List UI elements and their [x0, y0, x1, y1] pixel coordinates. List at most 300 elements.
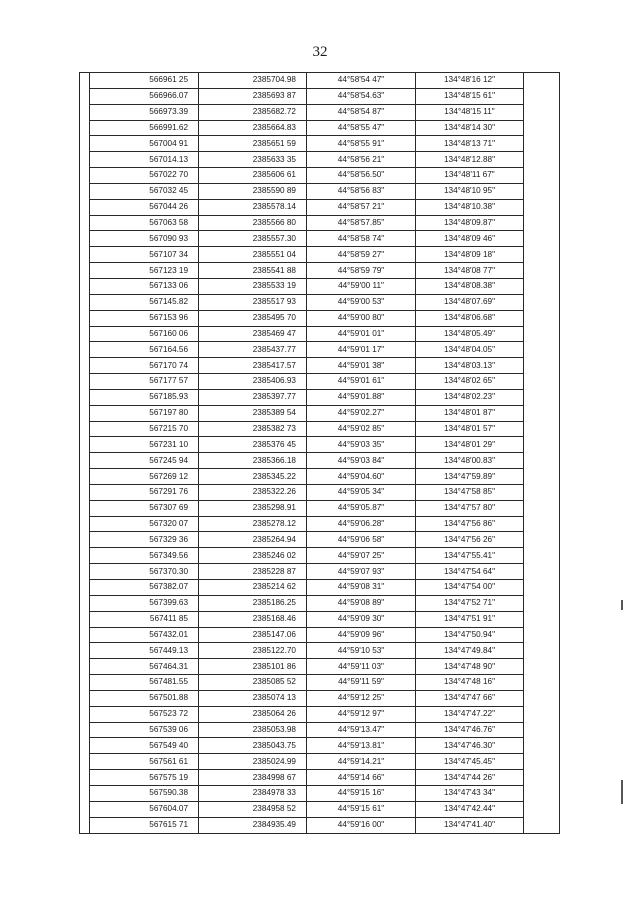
x-coordinate-cell: 567307 69 [90, 500, 199, 516]
empty-cell [524, 294, 560, 310]
y-coordinate-cell: 2385053.98 [199, 722, 307, 738]
x-coordinate-cell: 567432.01 [90, 627, 199, 643]
longitude-cell: 134°48'02 65" [416, 374, 524, 390]
empty-cell [524, 136, 560, 152]
x-coordinate-cell: 567561 61 [90, 754, 199, 770]
row-spacer-cell [80, 278, 90, 294]
x-coordinate-cell: 567370.30 [90, 564, 199, 580]
row-spacer-cell [80, 199, 90, 215]
x-coordinate-cell: 567197 80 [90, 405, 199, 421]
empty-cell [524, 168, 560, 184]
longitude-cell: 134°48'09 46" [416, 231, 524, 247]
y-coordinate-cell: 2385664.83 [199, 120, 307, 136]
x-coordinate-cell: 567014.13 [90, 152, 199, 168]
margin-tick [621, 600, 623, 610]
empty-cell [524, 326, 560, 342]
y-coordinate-cell: 2385693 87 [199, 88, 307, 104]
x-coordinate-cell: 567153 96 [90, 310, 199, 326]
row-spacer-cell [80, 294, 90, 310]
empty-cell [524, 659, 560, 675]
x-coordinate-cell: 567133 06 [90, 278, 199, 294]
table-row [80, 389, 560, 405]
longitude-cell: 134°47'58 85" [416, 484, 524, 500]
latitude-cell: 44°59'14.21" [307, 754, 416, 770]
row-spacer-cell [80, 374, 90, 390]
table-row [80, 374, 560, 390]
x-coordinate-cell: 567411 85 [90, 611, 199, 627]
empty-cell [524, 722, 560, 738]
empty-cell [524, 675, 560, 691]
latitude-cell: 44°58'57.85" [307, 215, 416, 231]
y-coordinate-cell: 2385264.94 [199, 532, 307, 548]
latitude-cell: 44°59'05 34" [307, 484, 416, 500]
longitude-cell: 134°48'03.13" [416, 358, 524, 374]
table-row [80, 104, 560, 120]
longitude-cell: 134°47'48 90" [416, 659, 524, 675]
table-row [80, 421, 560, 437]
empty-cell [524, 310, 560, 326]
y-coordinate-cell: 2385517 93 [199, 294, 307, 310]
longitude-cell: 134°48'06.68" [416, 310, 524, 326]
row-spacer-cell [80, 215, 90, 231]
table-row [80, 199, 560, 215]
x-coordinate-cell: 567170 74 [90, 358, 199, 374]
x-coordinate-cell: 567575 19 [90, 770, 199, 786]
table-row [80, 532, 560, 548]
x-coordinate-cell: 567022 70 [90, 168, 199, 184]
empty-cell [524, 342, 560, 358]
table-row [80, 278, 560, 294]
latitude-cell: 44°58'56 21" [307, 152, 416, 168]
latitude-cell: 44°58'54 47" [307, 73, 416, 89]
empty-cell [524, 358, 560, 374]
longitude-cell: 134°48'09.87" [416, 215, 524, 231]
empty-cell [524, 595, 560, 611]
longitude-cell: 134°48'08.38" [416, 278, 524, 294]
empty-cell [524, 500, 560, 516]
x-coordinate-cell: 567177 57 [90, 374, 199, 390]
y-coordinate-cell: 2385557.30 [199, 231, 307, 247]
y-coordinate-cell: 2385578.14 [199, 199, 307, 215]
latitude-cell: 44°59'03 35" [307, 437, 416, 453]
table-row [80, 469, 560, 485]
empty-cell [524, 199, 560, 215]
coordinates-table-body [80, 73, 560, 834]
y-coordinate-cell: 2385298.91 [199, 500, 307, 516]
table-row [80, 168, 560, 184]
y-coordinate-cell: 2385345.22 [199, 469, 307, 485]
y-coordinate-cell: 2385397.77 [199, 389, 307, 405]
empty-cell [524, 548, 560, 564]
row-spacer-cell [80, 532, 90, 548]
latitude-cell: 44°59'05.87" [307, 500, 416, 516]
empty-cell [524, 374, 560, 390]
latitude-cell: 44°58'55 91" [307, 136, 416, 152]
row-spacer-cell [80, 627, 90, 643]
longitude-cell: 134°47'55.41" [416, 548, 524, 564]
longitude-cell: 134°48'12.88" [416, 152, 524, 168]
longitude-cell: 134°48'16 12" [416, 73, 524, 89]
empty-cell [524, 770, 560, 786]
empty-cell [524, 215, 560, 231]
y-coordinate-cell: 2385024.99 [199, 754, 307, 770]
latitude-cell: 44°59'03 84" [307, 453, 416, 469]
latitude-cell: 44°59'01.88" [307, 389, 416, 405]
longitude-cell: 134°47'56 86" [416, 516, 524, 532]
row-spacer-cell [80, 421, 90, 437]
longitude-cell: 134°47'47.22" [416, 706, 524, 722]
y-coordinate-cell: 2385101 86 [199, 659, 307, 675]
row-spacer-cell [80, 564, 90, 580]
empty-cell [524, 88, 560, 104]
y-coordinate-cell: 2385590 89 [199, 183, 307, 199]
latitude-cell: 44°59'15 61" [307, 801, 416, 817]
table-row [80, 801, 560, 817]
x-coordinate-cell: 567090 93 [90, 231, 199, 247]
y-coordinate-cell: 2385064 26 [199, 706, 307, 722]
x-coordinate-cell: 567349.56 [90, 548, 199, 564]
longitude-cell: 134°47'45.45" [416, 754, 524, 770]
row-spacer-cell [80, 801, 90, 817]
table-row [80, 516, 560, 532]
row-spacer-cell [80, 310, 90, 326]
latitude-cell: 44°59'01 17" [307, 342, 416, 358]
x-coordinate-cell: 567145.82 [90, 294, 199, 310]
longitude-cell: 134°48'05.49" [416, 326, 524, 342]
y-coordinate-cell: 2385228 87 [199, 564, 307, 580]
x-coordinate-cell: 567615 71 [90, 817, 199, 833]
longitude-cell: 134°47'47 66" [416, 690, 524, 706]
y-coordinate-cell: 2385651 59 [199, 136, 307, 152]
table-row [80, 770, 560, 786]
row-spacer-cell [80, 326, 90, 342]
table-row [80, 738, 560, 754]
table-row [80, 659, 560, 675]
longitude-cell: 134°48'08 77" [416, 263, 524, 279]
empty-cell [524, 73, 560, 89]
x-coordinate-cell: 567004 91 [90, 136, 199, 152]
table-row [80, 437, 560, 453]
longitude-cell: 134°48'00.83" [416, 453, 524, 469]
table-row [80, 690, 560, 706]
y-coordinate-cell: 2385606 61 [199, 168, 307, 184]
row-spacer-cell [80, 73, 90, 89]
latitude-cell: 44°59'04.60" [307, 469, 416, 485]
longitude-cell: 134°48'04.05" [416, 342, 524, 358]
longitude-cell: 134°47'49.84" [416, 643, 524, 659]
y-coordinate-cell: 2385168.46 [199, 611, 307, 627]
longitude-cell: 134°48'15 11" [416, 104, 524, 120]
empty-cell [524, 152, 560, 168]
row-spacer-cell [80, 516, 90, 532]
row-spacer-cell [80, 706, 90, 722]
empty-cell [524, 469, 560, 485]
empty-cell [524, 738, 560, 754]
y-coordinate-cell: 2385633 35 [199, 152, 307, 168]
row-spacer-cell [80, 342, 90, 358]
table-row [80, 484, 560, 500]
y-coordinate-cell: 2385704.98 [199, 73, 307, 89]
row-spacer-cell [80, 484, 90, 500]
margin-tick [621, 780, 623, 804]
empty-cell [524, 580, 560, 596]
table-row [80, 120, 560, 136]
table-row [80, 88, 560, 104]
empty-cell [524, 817, 560, 833]
empty-cell [524, 627, 560, 643]
row-spacer-cell [80, 183, 90, 199]
y-coordinate-cell: 2385417.57 [199, 358, 307, 374]
row-spacer-cell [80, 611, 90, 627]
row-spacer-cell [80, 548, 90, 564]
x-coordinate-cell: 567185.93 [90, 389, 199, 405]
row-spacer-cell [80, 595, 90, 611]
latitude-cell: 44°59'08 31" [307, 580, 416, 596]
empty-cell [524, 278, 560, 294]
y-coordinate-cell: 2384998 67 [199, 770, 307, 786]
latitude-cell: 44°59'14 66" [307, 770, 416, 786]
empty-cell [524, 643, 560, 659]
y-coordinate-cell: 2385495 70 [199, 310, 307, 326]
row-spacer-cell [80, 389, 90, 405]
latitude-cell: 44°59'02.27" [307, 405, 416, 421]
y-coordinate-cell: 2384978 33 [199, 785, 307, 801]
empty-cell [524, 437, 560, 453]
y-coordinate-cell: 2385566 80 [199, 215, 307, 231]
y-coordinate-cell: 2385322.26 [199, 484, 307, 500]
x-coordinate-cell: 567107 34 [90, 247, 199, 263]
row-spacer-cell [80, 231, 90, 247]
row-spacer-cell [80, 754, 90, 770]
x-coordinate-cell: 567501.88 [90, 690, 199, 706]
latitude-cell: 44°58'55 47" [307, 120, 416, 136]
row-spacer-cell [80, 659, 90, 675]
row-spacer-cell [80, 690, 90, 706]
x-coordinate-cell: 567449.13 [90, 643, 199, 659]
empty-cell [524, 247, 560, 263]
row-spacer-cell [80, 104, 90, 120]
longitude-cell: 134°47'43 34" [416, 785, 524, 801]
x-coordinate-cell: 567123 19 [90, 263, 199, 279]
table-row [80, 611, 560, 627]
latitude-cell: 44°59'13.81" [307, 738, 416, 754]
y-coordinate-cell: 2385382 73 [199, 421, 307, 437]
y-coordinate-cell: 2385122.70 [199, 643, 307, 659]
table-row [80, 183, 560, 199]
empty-cell [524, 611, 560, 627]
row-spacer-cell [80, 722, 90, 738]
empty-cell [524, 453, 560, 469]
latitude-cell: 44°59'08 89" [307, 595, 416, 611]
x-coordinate-cell: 567164.56 [90, 342, 199, 358]
empty-cell [524, 104, 560, 120]
y-coordinate-cell: 2385406.93 [199, 374, 307, 390]
x-coordinate-cell: 567291 76 [90, 484, 199, 500]
longitude-cell: 134°48'10.38" [416, 199, 524, 215]
latitude-cell: 44°58'56.50" [307, 168, 416, 184]
latitude-cell: 44°58'57 21" [307, 199, 416, 215]
row-spacer-cell [80, 770, 90, 786]
y-coordinate-cell: 2385186.25 [199, 595, 307, 611]
y-coordinate-cell: 2385541 88 [199, 263, 307, 279]
x-coordinate-cell: 567481.55 [90, 675, 199, 691]
empty-cell [524, 421, 560, 437]
latitude-cell: 44°59'11 03" [307, 659, 416, 675]
x-coordinate-cell: 567549 40 [90, 738, 199, 754]
x-coordinate-cell: 567399.63 [90, 595, 199, 611]
table-row [80, 326, 560, 342]
table-row [80, 706, 560, 722]
x-coordinate-cell: 567382.07 [90, 580, 199, 596]
longitude-cell: 134°48'15 61" [416, 88, 524, 104]
x-coordinate-cell: 567044 26 [90, 199, 199, 215]
y-coordinate-cell: 2385682.72 [199, 104, 307, 120]
latitude-cell: 44°59'00 80" [307, 310, 416, 326]
empty-cell [524, 754, 560, 770]
longitude-cell: 134°48'01 57" [416, 421, 524, 437]
longitude-cell: 134°48'01 29" [416, 437, 524, 453]
latitude-cell: 44°59'07 25" [307, 548, 416, 564]
longitude-cell: 134°48'02.23" [416, 389, 524, 405]
longitude-cell: 134°48'07.69" [416, 294, 524, 310]
row-spacer-cell [80, 437, 90, 453]
x-coordinate-cell: 567245 94 [90, 453, 199, 469]
y-coordinate-cell: 2385074 13 [199, 690, 307, 706]
x-coordinate-cell: 567215 70 [90, 421, 199, 437]
row-spacer-cell [80, 500, 90, 516]
y-coordinate-cell: 2385043.75 [199, 738, 307, 754]
longitude-cell: 134°47'42.44" [416, 801, 524, 817]
empty-cell [524, 690, 560, 706]
empty-cell [524, 706, 560, 722]
y-coordinate-cell: 2385366.18 [199, 453, 307, 469]
empty-cell [524, 389, 560, 405]
empty-cell [524, 532, 560, 548]
longitude-cell: 134°47'54 00" [416, 580, 524, 596]
latitude-cell: 44°59'00 53" [307, 294, 416, 310]
table-row [80, 247, 560, 263]
empty-cell [524, 801, 560, 817]
row-spacer-cell [80, 785, 90, 801]
latitude-cell: 44°59'12 25" [307, 690, 416, 706]
x-coordinate-cell: 567329 36 [90, 532, 199, 548]
x-coordinate-cell: 567063 58 [90, 215, 199, 231]
x-coordinate-cell: 567464.31 [90, 659, 199, 675]
latitude-cell: 44°59'09 96" [307, 627, 416, 643]
table-row [80, 405, 560, 421]
y-coordinate-cell: 2385085 52 [199, 675, 307, 691]
x-coordinate-cell: 567160 06 [90, 326, 199, 342]
x-coordinate-cell: 567231 10 [90, 437, 199, 453]
empty-cell [524, 405, 560, 421]
latitude-cell: 44°59'12 97" [307, 706, 416, 722]
empty-cell [524, 564, 560, 580]
table-row [80, 453, 560, 469]
y-coordinate-cell: 2385376 45 [199, 437, 307, 453]
table-row [80, 722, 560, 738]
y-coordinate-cell: 2385214 62 [199, 580, 307, 596]
longitude-cell: 134°47'44 26" [416, 770, 524, 786]
longitude-cell: 134°48'10 95" [416, 183, 524, 199]
y-coordinate-cell: 2385278.12 [199, 516, 307, 532]
x-coordinate-cell: 567539 06 [90, 722, 199, 738]
x-coordinate-cell: 566991.62 [90, 120, 199, 136]
row-spacer-cell [80, 643, 90, 659]
latitude-cell: 44°59'06 58" [307, 532, 416, 548]
longitude-cell: 134°47'56 26" [416, 532, 524, 548]
table-row [80, 817, 560, 833]
row-spacer-cell [80, 88, 90, 104]
empty-cell [524, 183, 560, 199]
latitude-cell: 44°59'01 38" [307, 358, 416, 374]
latitude-cell: 44°58'54 87" [307, 104, 416, 120]
row-spacer-cell [80, 152, 90, 168]
table-row [80, 231, 560, 247]
row-spacer-cell [80, 817, 90, 833]
table-row [80, 785, 560, 801]
row-spacer-cell [80, 580, 90, 596]
latitude-cell: 44°59'07 93" [307, 564, 416, 580]
y-coordinate-cell: 2385389 54 [199, 405, 307, 421]
row-spacer-cell [80, 738, 90, 754]
table-row [80, 595, 560, 611]
latitude-cell: 44°59'01 61" [307, 374, 416, 390]
table-row [80, 627, 560, 643]
row-spacer-cell [80, 405, 90, 421]
x-coordinate-cell: 567320 07 [90, 516, 199, 532]
empty-cell [524, 785, 560, 801]
y-coordinate-cell: 2384958 52 [199, 801, 307, 817]
row-spacer-cell [80, 168, 90, 184]
latitude-cell: 44°59'10 53" [307, 643, 416, 659]
longitude-cell: 134°48'13 71" [416, 136, 524, 152]
latitude-cell: 44°59'06.28" [307, 516, 416, 532]
latitude-cell: 44°59'15 16" [307, 785, 416, 801]
longitude-cell: 134°47'54 64" [416, 564, 524, 580]
table-row [80, 152, 560, 168]
table-row [80, 263, 560, 279]
page-number: 32 [312, 44, 328, 60]
longitude-cell: 134°48'01 87" [416, 405, 524, 421]
table-row [80, 294, 560, 310]
latitude-cell: 44°58'56 83" [307, 183, 416, 199]
latitude-cell: 44°58'59 79" [307, 263, 416, 279]
table-row [80, 215, 560, 231]
y-coordinate-cell: 2385533 19 [199, 278, 307, 294]
table-row [80, 754, 560, 770]
x-coordinate-cell: 567604.07 [90, 801, 199, 817]
table-row [80, 73, 560, 89]
row-spacer-cell [80, 358, 90, 374]
x-coordinate-cell: 567523 72 [90, 706, 199, 722]
longitude-cell: 134°47'46.30" [416, 738, 524, 754]
table-row [80, 500, 560, 516]
empty-cell [524, 484, 560, 500]
latitude-cell: 44°59'01 01" [307, 326, 416, 342]
longitude-cell: 134°47'59.89" [416, 469, 524, 485]
table-row [80, 564, 560, 580]
latitude-cell: 44°59'16 00" [307, 817, 416, 833]
x-coordinate-cell: 566966.07 [90, 88, 199, 104]
row-spacer-cell [80, 675, 90, 691]
table-row [80, 358, 560, 374]
longitude-cell: 134°47'52 71" [416, 595, 524, 611]
latitude-cell: 44°58'59 27" [307, 247, 416, 263]
x-coordinate-cell: 566961 25 [90, 73, 199, 89]
row-spacer-cell [80, 469, 90, 485]
row-spacer-cell [80, 453, 90, 469]
longitude-cell: 134°47'48 16" [416, 675, 524, 691]
